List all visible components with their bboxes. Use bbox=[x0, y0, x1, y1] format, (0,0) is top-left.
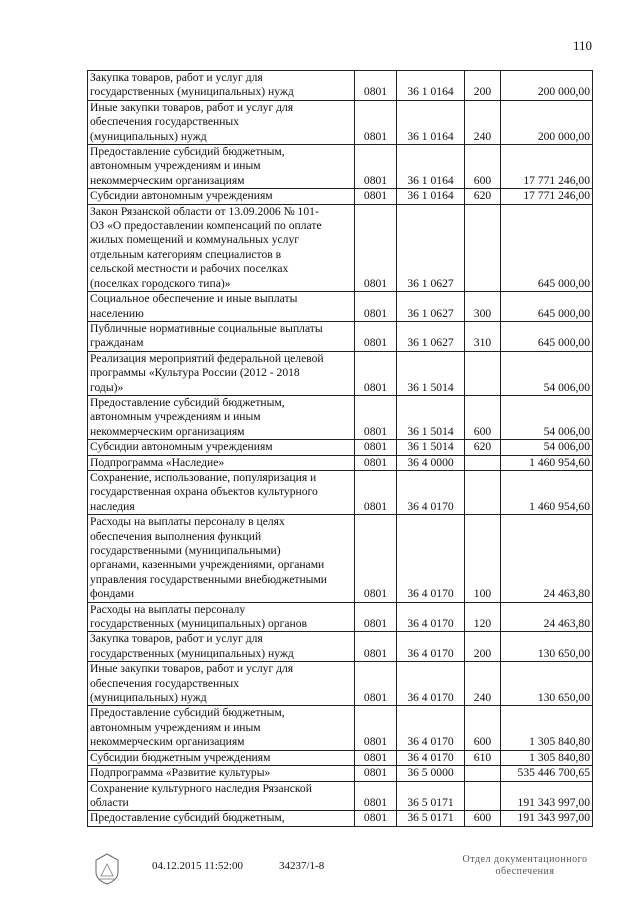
row-amount: 645 000,00 bbox=[501, 292, 593, 322]
row-section: 0801 bbox=[355, 321, 397, 351]
row-amount: 130 650,00 bbox=[501, 632, 593, 662]
row-name: Субсидии бюджетным учреждениям bbox=[88, 750, 355, 765]
row-section: 0801 bbox=[355, 706, 397, 750]
row-csr: 36 1 0164 bbox=[397, 71, 465, 101]
row-csr: 36 1 0627 bbox=[397, 292, 465, 322]
row-section: 0801 bbox=[355, 71, 397, 101]
row-vr: 610 bbox=[465, 750, 501, 765]
row-section: 0801 bbox=[355, 470, 397, 514]
row-name: Подпрограмма «Развитие культуры» bbox=[88, 766, 355, 781]
row-vr: 600 bbox=[465, 395, 501, 439]
row-name: Закон Рязанской области от 13.09.2006 № 101- ОЗ «О предоставлении компенсаций по оплате жилых помещений и коммунальных услуг отдельным категориям специалистов в сельской местности и рабочих поселках (поселках городского типа)» bbox=[88, 204, 355, 291]
row-name: Субсидии автономным учреждениям bbox=[88, 189, 355, 204]
row-section: 0801 bbox=[355, 750, 397, 765]
row-section: 0801 bbox=[355, 351, 397, 395]
row-vr: 200 bbox=[465, 632, 501, 662]
row-csr: 36 4 0170 bbox=[397, 515, 465, 602]
row-csr: 36 4 0170 bbox=[397, 750, 465, 765]
row-vr: 100 bbox=[465, 515, 501, 602]
row-section: 0801 bbox=[355, 515, 397, 602]
row-csr: 36 4 0170 bbox=[397, 706, 465, 750]
row-name: Иные закупки товаров, работ и услуг для обеспечения государственных (муниципальных) нужд bbox=[88, 100, 355, 144]
table-row bbox=[88, 395, 593, 439]
table-row bbox=[88, 811, 593, 826]
row-name: Расходы на выплаты персоналу в целях обеспечения выполнения функций государственными (муниципальными) органами, казенными учреждениями, органами управления государственными внебюджетными фондами bbox=[88, 515, 355, 602]
row-vr: 300 bbox=[465, 292, 501, 322]
row-csr: 36 1 5014 bbox=[397, 395, 465, 439]
table-row bbox=[88, 145, 593, 189]
row-amount: 24 463,80 bbox=[501, 602, 593, 632]
row-vr bbox=[465, 455, 501, 470]
row-section: 0801 bbox=[355, 292, 397, 322]
stamp-line-1: Отдел документационного bbox=[462, 854, 588, 865]
row-section: 0801 bbox=[355, 189, 397, 204]
row-section: 0801 bbox=[355, 781, 397, 811]
table-row bbox=[88, 455, 593, 470]
budget-table bbox=[87, 70, 593, 827]
table-body bbox=[88, 71, 593, 827]
table-row bbox=[88, 781, 593, 811]
row-amount: 17 771 246,00 bbox=[501, 145, 593, 189]
row-name: Субсидии автономным учреждениям bbox=[88, 440, 355, 455]
table-row bbox=[88, 440, 593, 455]
row-amount: 1 460 954,60 bbox=[501, 470, 593, 514]
row-section: 0801 bbox=[355, 766, 397, 781]
footer-datetime: 04.12.2015 11:52:00 bbox=[152, 860, 243, 872]
table-row bbox=[88, 71, 593, 101]
row-name: Закупка товаров, работ и услуг для государственных (муниципальных) нужд bbox=[88, 632, 355, 662]
row-amount: 54 006,00 bbox=[501, 351, 593, 395]
row-amount: 191 343 997,00 bbox=[501, 811, 593, 826]
table-row bbox=[88, 632, 593, 662]
row-csr: 36 1 0164 bbox=[397, 100, 465, 144]
row-amount: 191 343 997,00 bbox=[501, 781, 593, 811]
row-amount: 17 771 246,00 bbox=[501, 189, 593, 204]
table-row bbox=[88, 766, 593, 781]
row-amount: 200 000,00 bbox=[501, 100, 593, 144]
row-name: Сохранение, использование, популяризация и государственная охрана объектов культурного наследия bbox=[88, 470, 355, 514]
row-vr: 600 bbox=[465, 706, 501, 750]
row-name: Предоставление субсидий бюджетным, bbox=[88, 811, 355, 826]
row-amount: 535 446 700,65 bbox=[501, 766, 593, 781]
table-row bbox=[88, 189, 593, 204]
row-csr: 36 1 0627 bbox=[397, 204, 465, 291]
row-vr bbox=[465, 766, 501, 781]
footer-doc-number: 34237/1-8 bbox=[279, 860, 325, 872]
coat-of-arms-icon bbox=[92, 852, 122, 886]
table-row bbox=[88, 515, 593, 602]
row-name: Предоставление субсидий бюджетным, автономным учреждениям и иным некоммерческим организациям bbox=[88, 706, 355, 750]
row-csr: 36 4 0000 bbox=[397, 455, 465, 470]
row-csr: 36 4 0170 bbox=[397, 470, 465, 514]
table-row bbox=[88, 351, 593, 395]
row-vr: 620 bbox=[465, 440, 501, 455]
row-amount: 1 305 840,80 bbox=[501, 750, 593, 765]
row-name: Публичные нормативные социальные выплаты гражданам bbox=[88, 321, 355, 351]
table-row bbox=[88, 750, 593, 765]
table-row bbox=[88, 662, 593, 706]
row-amount: 645 000,00 bbox=[501, 204, 593, 291]
row-name: Предоставление субсидий бюджетным, автономным учреждениям и иным некоммерческим организациям bbox=[88, 395, 355, 439]
table-row bbox=[88, 602, 593, 632]
row-name: Сохранение культурного наследия Рязанской области bbox=[88, 781, 355, 811]
row-vr: 120 bbox=[465, 602, 501, 632]
row-vr: 240 bbox=[465, 662, 501, 706]
row-section: 0801 bbox=[355, 632, 397, 662]
department-stamp bbox=[450, 854, 600, 878]
row-vr: 600 bbox=[465, 145, 501, 189]
row-csr: 36 4 0170 bbox=[397, 662, 465, 706]
row-section: 0801 bbox=[355, 455, 397, 470]
table-row bbox=[88, 470, 593, 514]
table-row bbox=[88, 321, 593, 351]
row-section: 0801 bbox=[355, 440, 397, 455]
row-name: Расходы на выплаты персоналу государственных (муниципальных) органов bbox=[88, 602, 355, 632]
row-section: 0801 bbox=[355, 145, 397, 189]
row-amount: 24 463,80 bbox=[501, 515, 593, 602]
row-csr: 36 4 0170 bbox=[397, 602, 465, 632]
row-vr: 240 bbox=[465, 100, 501, 144]
row-amount: 1 305 840,80 bbox=[501, 706, 593, 750]
row-vr: 620 bbox=[465, 189, 501, 204]
row-csr: 36 5 0000 bbox=[397, 766, 465, 781]
row-csr: 36 5 0171 bbox=[397, 781, 465, 811]
row-name: Социальное обеспечение и иные выплаты населению bbox=[88, 292, 355, 322]
row-section: 0801 bbox=[355, 662, 397, 706]
row-amount: 645 000,00 bbox=[501, 321, 593, 351]
table-row bbox=[88, 204, 593, 291]
row-vr bbox=[465, 470, 501, 514]
row-name: Иные закупки товаров, работ и услуг для обеспечения государственных (муниципальных) нужд bbox=[88, 662, 355, 706]
row-csr: 36 1 0164 bbox=[397, 189, 465, 204]
table-row bbox=[88, 706, 593, 750]
row-name: Реализация мероприятий федеральной целевой программы «Культура России (2012 - 2018 годы)» bbox=[88, 351, 355, 395]
row-vr: 310 bbox=[465, 321, 501, 351]
row-vr bbox=[465, 204, 501, 291]
table-row bbox=[88, 292, 593, 322]
row-amount: 1 460 954,60 bbox=[501, 455, 593, 470]
row-vr bbox=[465, 351, 501, 395]
row-section: 0801 bbox=[355, 395, 397, 439]
row-section: 0801 bbox=[355, 602, 397, 632]
row-csr: 36 5 0171 bbox=[397, 811, 465, 826]
table-row bbox=[88, 100, 593, 144]
page-number: 110 bbox=[572, 38, 592, 53]
row-csr: 36 1 0627 bbox=[397, 321, 465, 351]
row-name: Закупка товаров, работ и услуг для государственных (муниципальных) нужд bbox=[88, 71, 355, 101]
row-vr: 600 bbox=[465, 811, 501, 826]
row-csr: 36 1 0164 bbox=[397, 145, 465, 189]
row-amount: 200 000,00 bbox=[501, 71, 593, 101]
row-amount: 54 006,00 bbox=[501, 440, 593, 455]
row-section: 0801 bbox=[355, 100, 397, 144]
row-vr bbox=[465, 781, 501, 811]
row-csr: 36 1 5014 bbox=[397, 440, 465, 455]
row-name: Предоставление субсидий бюджетным, автономным учреждениям и иным некоммерческим организациям bbox=[88, 145, 355, 189]
row-section: 0801 bbox=[355, 811, 397, 826]
row-amount: 130 650,00 bbox=[501, 662, 593, 706]
row-csr: 36 1 5014 bbox=[397, 351, 465, 395]
row-name: Подпрограмма «Наследие» bbox=[88, 455, 355, 470]
row-vr: 200 bbox=[465, 71, 501, 101]
row-csr: 36 4 0170 bbox=[397, 632, 465, 662]
stamp-line-2: обеспечения bbox=[495, 866, 555, 877]
row-amount: 54 006,00 bbox=[501, 395, 593, 439]
row-section: 0801 bbox=[355, 204, 397, 291]
